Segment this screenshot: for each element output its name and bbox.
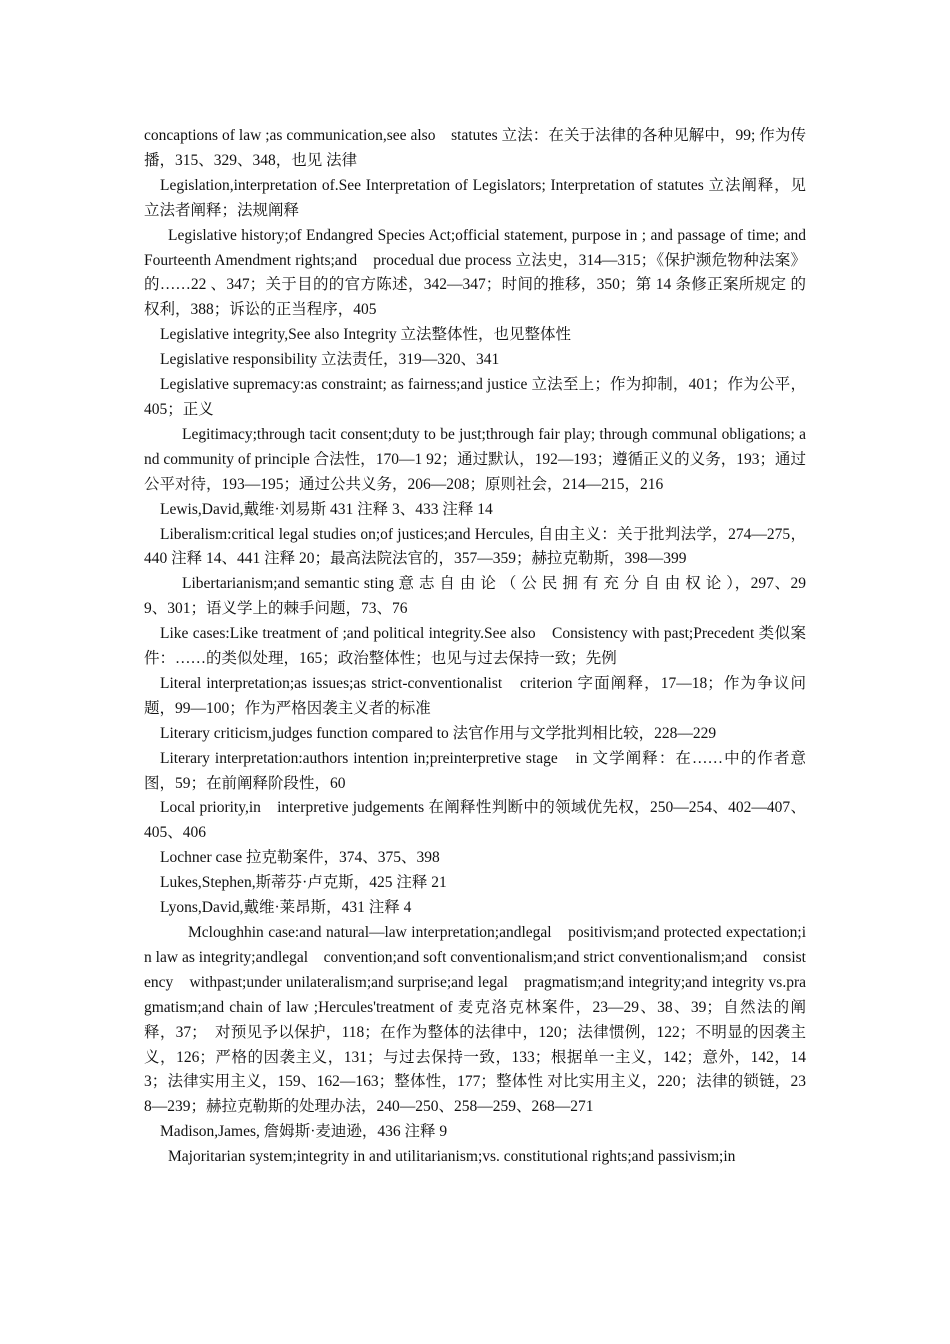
index-entry-legitimacy: Legitimacy;through tacit consent;duty to be just;through fair play; through communal obligations; and community of principle 合法性，170—1 92；通过默认，192—193；遵循正义的义务，193；通过公平对待，193—195；通过公共义务，206—208；原则社会，214—215，216 <box>144 425 806 493</box>
index-entry-liberalism: Liberalism:critical legal studies on;of justices;and Hercules, 自由主义：关于批判法学，274—275，440 注释 14、441 注释 20；最高法院法官的，357—359；赫拉克勒斯，398—399 <box>144 525 806 568</box>
index-entry-lyons-david: Lyons,David,戴维·莱昂斯，431 注释 4 <box>160 899 412 917</box>
index-entry-lukes-stephen: Lukes,Stephen,斯蒂芬·卢克斯，425 注释 21 <box>160 874 447 892</box>
index-entry-literary-criticism: Literary criticism,judges function compared to 法官作用与文学批判相比较，228—229 <box>160 724 717 742</box>
index-entry-like-cases: Like cases:Like treatment of ;and political integrity.See also Consistency with past;Precedent 类似案件：……的类似处理，165；政治整体性；也见与过去保持一致；先例 <box>144 625 806 668</box>
index-entry-legislation-interpretation: Legislation,interpretation of.See Interpretation of Legislators; Interpretation of statutes 立法阐释，见立法者阐释；法规阐释 <box>144 176 806 219</box>
index-page <box>144 124 806 1170</box>
index-entry-legislative-integrity: Legislative integrity,See also Integrity 立法整体性，也见整体性 <box>160 326 571 344</box>
index-entry-legislative-supremacy: Legislative supremacy:as constraint; as fairness;and justice 立法至上；作为抑制，401；作为公平，405；正义 <box>144 376 806 418</box>
index-entry-literary-interpretation: Literary interpretation:authors intention in;preinterpretive stage in 文学阐释：在……中的作者意图，59；在前阐释阶段性，60 <box>144 749 806 792</box>
index-entry-libertarianism: Libertarianism;and semantic sting 意 志 自 由 论 （ 公 民 拥 有 充 分 自 由 权 论 ），297、299、301；语义学上的棘手问题，73、76 <box>144 575 806 618</box>
index-entry-mcloughlin-case: Mcloughhin case:and natural—law interpretation;andlegal positivism;and protected expectation;in law as integrity;andlegal convention;and soft conventionalism;and strict conventionalism;and consistency withpast;under unilateralism;and surprise;and legal pragmatism;and integrity;and integrity vs.pragmatism;and chain of law ;Hercules'treatment of 麦克洛克林案件，23—29、38、39；自然法的阐释，37； 对预见予以保护，118；在作为整体的法律中，120；法律惯例，122；不明显的因袭主义，126；严格的因袭主义，131；与过去保持一致，133；根据单一主义，142；意外，142，143；法律实用主义，159、162—163；整体性，177；整体性 对比实用主义，220；法律的锁链，238—239；赫拉克勒斯的处理办法，240—250、258—259、268—271 <box>144 924 806 1116</box>
index-entry-majoritarian-system: Majoritarian system;integrity in and utilitarianism;vs. constitutional rights;and passivism;in <box>168 1148 736 1166</box>
index-entry-lochner-case: Lochner case 拉克勒案件，374、375、398 <box>160 849 440 867</box>
index-entry-legislative-history: Legislative history;of Endangred Species Act;official statement, purpose in ; and passage of time; and Fourteenth Amendment rights;and procedual due process 立法史，314—315；《保护濒危物种法案》的……22 、347；关于目的的官方陈述，342—347；时间的推移，350；第 14 条修正案所规定 的权利，388；诉讼的正当程序，405 <box>144 226 806 319</box>
index-entry-madison-james: Madison,James, 詹姆斯·麦迪逊，436 注释 9 <box>160 1123 448 1141</box>
index-entry-lewis-david: Lewis,David,戴维·刘易斯 431 注释 3、433 注释 14 <box>160 500 493 518</box>
index-entry-legislation-conceptions: concaptions of law ;as communication,see also statutes 立法：在关于法律的各种见解中，99; 作为传播，315、329、348，也见 法律 <box>144 127 806 169</box>
index-entry-local-priority: Local priority,in interpretive judgements 在阐释性判断中的领域优先权，250—254、402—407、405、406 <box>144 799 806 842</box>
index-entry-literal-interpretation: Literal interpretation;as issues;as strict-conventionalist criterion 字面阐释，17—18；作为争议问题，99—100；作为严格因袭主义者的标准 <box>144 674 806 717</box>
index-entry-legislative-responsibility: Legislative responsibility 立法责任，319—320、341 <box>160 351 500 369</box>
